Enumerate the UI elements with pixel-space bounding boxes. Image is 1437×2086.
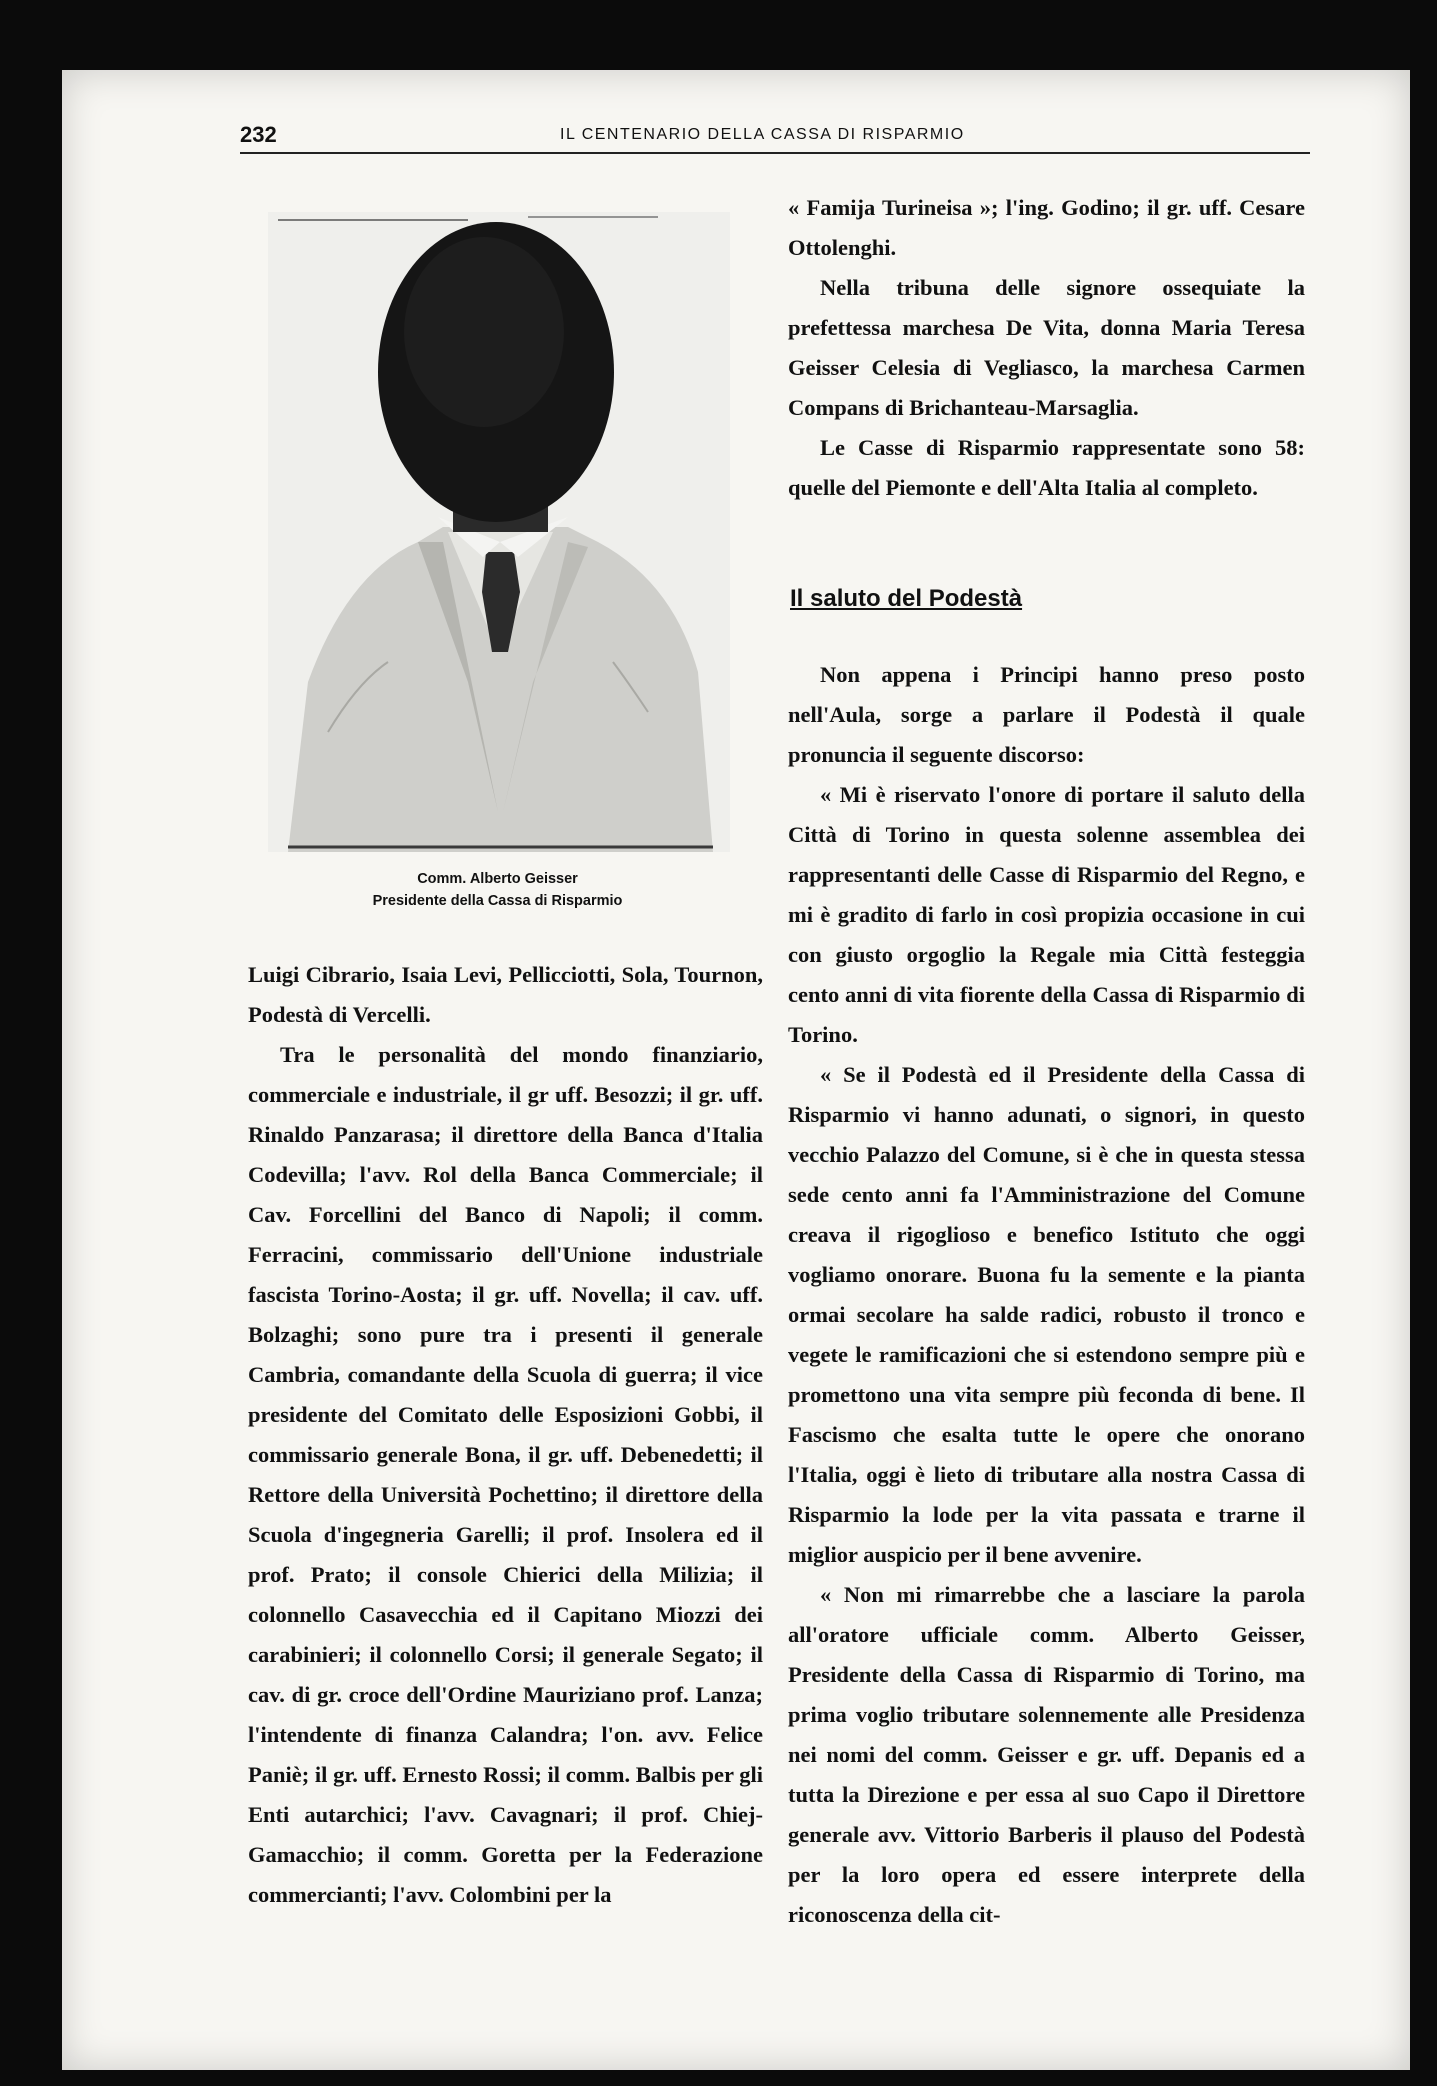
section-heading: Il saluto del Podestà (790, 585, 1023, 612)
page-header (240, 122, 1310, 154)
right-text-column-bottom (788, 655, 1305, 1935)
figure-caption (300, 868, 695, 912)
paragraph: Luigi Cibrario, Isaia Levi, Pellicciotti, Sola, Tournon, Podestà di Vercelli. (248, 962, 763, 1027)
paragraph: Non appena i Principi hanno preso posto nell'Aula, sorge a parlare il Podestà il quale pronuncia il seguente discorso: (788, 662, 1305, 767)
portrait-photo (268, 212, 730, 852)
paragraph: « Se il Podestà ed il Presidente della Cassa di Risparmio vi hanno adunati, o signori, in questo vecchio Palazzo del Comune, si è che in questa stessa sede cento anni fa l'Amministrazione del Comune creava il rigoglioso e benefico Istituto che oggi vogliamo onorare. Buona fu la semente e la pianta ormai secolare ha salde radici, robusto il tronco e vegete le ramificazioni che si estendono sempre più e promettono una vita sempre più feconda di bene. Il Fascismo che esalta tutte le opere che onorano l'Italia, oggi è lieto di tributare alla nostra Cassa di Risparmio la lode per la vita passata e trarne il miglior auspicio per il bene avvenire. (788, 1062, 1305, 1567)
left-text-column (248, 955, 763, 1915)
paragraph: Nella tribuna delle signore ossequiate la prefettessa marchesa De Vita, donna Maria Teresa Geisser Celesia di Vegliasco, la marchesa Carmen Compans di Brichanteau-Marsaglia. (788, 275, 1305, 420)
caption-title: Presidente della Cassa di Risparmio (372, 893, 623, 909)
caption-name: Comm. Alberto Geisser (417, 871, 578, 887)
paragraph: Le Casse di Risparmio rappresentate sono 58: quelle del Piemonte e dell'Alta Italia al completo. (788, 435, 1305, 500)
page-number: 232 (240, 122, 277, 147)
paragraph: « Famija Turineisa »; l'ing. Godino; il gr. uff. Cesare Ottolenghi. (788, 195, 1305, 260)
right-text-column-top (788, 188, 1305, 508)
paragraph: « Mi è riservato l'onore di portare il saluto della Città di Torino in questa solenne assemblea dei rappresentanti delle Casse di Risparmio del Regno, e mi è gradito di farlo in così propizia occasione in cui con giusto orgoglio la Regale mia Città festeggia cento anni di vita fiorente della Cassa di Risparmio di Torino. (788, 782, 1305, 1047)
paragraph: Tra le personalità del mondo finanziario, commerciale e industriale, il gr uff. Besozzi; il gr. uff. Rinaldo Panzarasa; il direttore della Banca d'Italia Codevilla; l'avv. Rol della Banca Commerciale; il Cav. Forcellini del Banco di Napoli; il comm. Ferracini, commissario dell'Unione industriale fascista Torino-Aosta; il gr. uff. Novella; il cav. uff. Bolzaghi; sono pure tra i presenti il generale Cambria, comandante della Scuola di guerra; il vice presidente del Comitato delle Esposizioni Gobbi, il commissario generale Bona, il gr. uff. Debenedetti; il Rettore della Università Pochettino; il direttore della Scuola d'ingegneria Garelli; il prof. Insolera ed il prof. Prato; il console Chierici della Milizia; il colonnello Casavecchia ed il Capitano Miozzi dei carabinieri; il colonnello Corsi; il generale Segato; il cav. di gr. croce dell'Ordine Mauriziano prof. Lanza; l'intendente di finanza Calandra; l'on. avv. Felice Paniè; il gr. uff. Ernesto Rossi; il comm. Balbis per gli Enti autarchici; l'avv. Cavagnari; il prof. Chiej-Gamacchio; il comm. Goretta per la Federazione commercianti; l'avv. Colombini per la (248, 1042, 763, 1907)
paragraph: « Non mi rimarrebbe che a lasciare la parola all'oratore ufficiale comm. Alberto Geisser, Presidente della Cassa di Risparmio di Torino, ma prima voglio tributare solennemente alle Presidenza nei nomi del comm. Geisser e gr. uff. Depanis ed a tutta la Direzione e per essa al suo Capo il Direttore generale avv. Vittorio Barberis il plauso del Podestà per la loro opera ed essere interprete della riconoscenza della cit- (788, 1582, 1305, 1927)
running-title: IL CENTENARIO DELLA CASSA DI RISPARMIO (560, 126, 965, 143)
portrait-illustration (268, 212, 730, 852)
